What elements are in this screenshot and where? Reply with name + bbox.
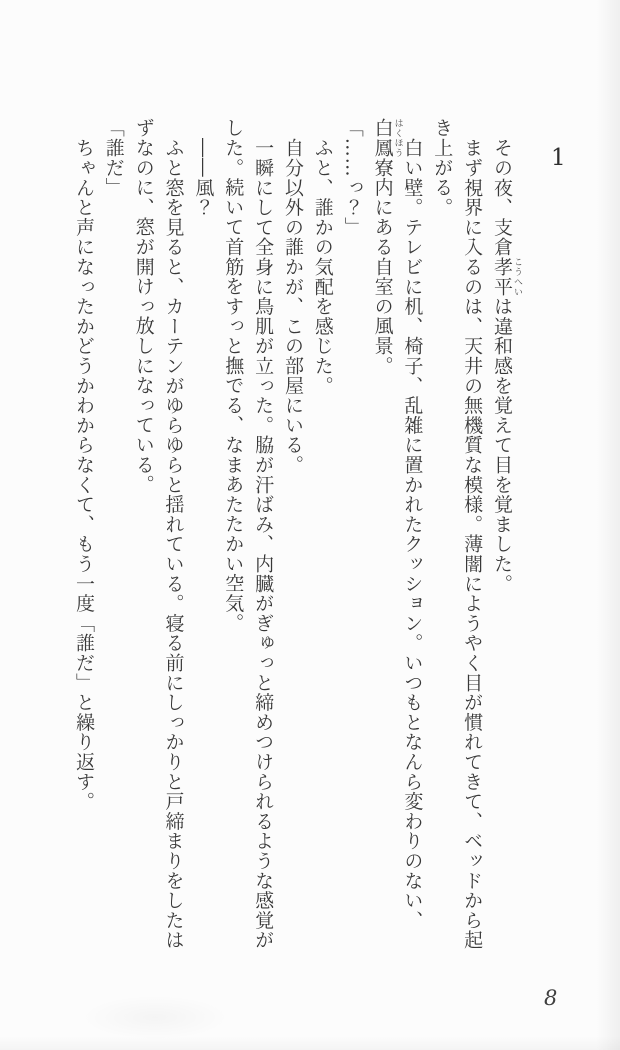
text-line: 白い壁。テレビに机、椅子、乱雑に置かれたクッション。いつもとなんら変わりのない、 (401, 138, 424, 930)
text-line: 「……っ？」 (341, 118, 364, 237)
text-line: ふと、誰かの気配を感じた。 (311, 138, 334, 396)
text-line: き上がる。 (431, 118, 454, 217)
text-line: 「誰だ」 (102, 118, 125, 198)
text-line: ――風？ (192, 138, 215, 218)
text-line: まず視界に入るのは、天井の無機質な模様。薄闇にようやく目が慣れてきて、ベッドから起 (461, 138, 484, 950)
ruby-annotated-word: 白鳳 はくほう (371, 118, 403, 158)
text-line: ちゃんと声になったかどうかわからなくて、もう一度「誰だ」と繰り返す。 (73, 138, 95, 812)
chapter-number: 1 (551, 145, 566, 171)
page-number: 8 (544, 986, 558, 1010)
text-line: 一瞬にして全身に鳥肌が立った。脇が汗ばみ、内臓がぎゅっと締めつけられるような感覚が (252, 138, 275, 950)
text-line: ふと窓を見ると、カーテンがゆらゆらと揺れている。寝る前にしっかりと戸締まりをしたは (162, 138, 185, 950)
text-line: ずなのに、窓が開けっ放しになっている。 (132, 118, 155, 495)
ruby-annotated-word: 孝平 こうへい (491, 256, 522, 297)
text-line: した。続いて首筋をすっと撫でる、なまあたたかい空気。 (222, 118, 245, 633)
text-line: 自分以外の誰かが、この部屋にいる。 (282, 138, 304, 475)
text-line: 白鳳 はくほう寮内にある自室の風景。 (371, 118, 403, 376)
text-line: その夜、支倉孝平 こうへいは違和感を覚えて目を覚ました。 (491, 138, 522, 594)
